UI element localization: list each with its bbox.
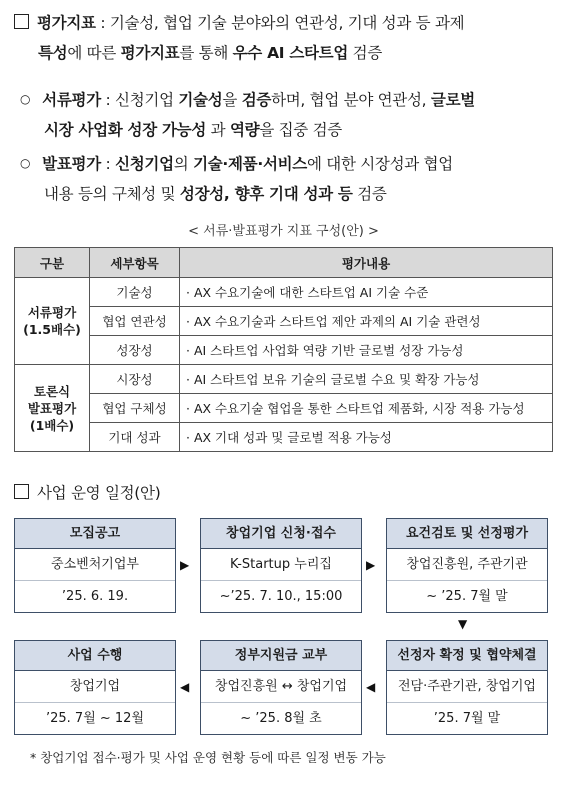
step-date: ~’25. 7. 10., 15:00 — [201, 580, 361, 612]
schedule-step-3 — [386, 518, 548, 613]
table-cell-item: 협업 구체성 — [90, 394, 180, 423]
step-org: 창업진흥원 ↔ 창업기업 — [214, 679, 348, 694]
table-cell-item: 협업 연관성 — [90, 307, 180, 336]
table-row — [15, 394, 553, 423]
checkbox-bullet-icon — [14, 14, 29, 29]
step-title: 창업기업 신청·접수 — [201, 519, 361, 549]
step-title: 요건검토 및 선정평가 — [387, 519, 547, 549]
arrow-down-icon: ▼ — [458, 617, 468, 631]
table-row — [15, 307, 553, 336]
schedule-heading: 사업 운영 일정(안) — [14, 478, 554, 508]
schedule-step-4 — [386, 640, 548, 735]
schedule-step-1 — [14, 518, 176, 613]
table-cell-item: 성장성 — [90, 336, 180, 365]
checkbox-bullet-icon — [14, 484, 29, 499]
step-title: 선정자 확정 및 협약체결 — [387, 641, 547, 671]
header-item: 세부항목 — [90, 248, 180, 278]
step-date: ~ ’25. 7월 말 — [387, 580, 547, 612]
table-cell-desc: · AX 기대 성과 및 글로벌 적용 가능성 — [180, 423, 553, 452]
table-caption: < 서류·발표평가 지표 구성(안) > — [188, 224, 379, 239]
group-label-document: 서류평가 (1.5배수) — [15, 278, 90, 365]
table-cell-desc: · AX 수요기술에 대한 스타트업 AI 기술 수준 — [180, 278, 553, 307]
circle-bullet-icon: ○ — [20, 92, 31, 106]
step-title: 사업 수행 — [15, 641, 175, 671]
arrow-right-icon: ▶ — [366, 558, 376, 572]
step-date: ’25. 7월 말 — [387, 702, 547, 734]
schedule-step-6 — [14, 640, 176, 735]
footnote: * 창업기업 접수·평가 및 사업 운영 현황 등에 따른 일정 변동 가능 — [30, 750, 386, 765]
arrow-right-icon: ▶ — [180, 558, 190, 572]
document-review-paragraph: ○ 서류평가 : 신청기업 기술성을 검증하며, 협업 분야 연관성, 글로벌 시장 사업화 성장 가능성 과 역량을 집중 검증 — [20, 84, 560, 145]
table-cell-desc: · AI 스타트업 보유 기술의 글로벌 수요 및 확장 가능성 — [180, 365, 553, 394]
circle-bullet-icon: ○ — [20, 156, 31, 170]
header-content: 평가내용 — [180, 248, 553, 278]
table-cell-desc: · AX 수요기술 협업을 통한 스타트업 제품화, 시장 적용 가능성 — [180, 394, 553, 423]
table-row — [15, 278, 553, 307]
presentation-review-paragraph: ○ 발표평가 : 신청기업의 기술·제품·서비스에 대한 시장성과 협업 내용 등의 구체성 및 성장성, 향후 기대 성과 등 검증 — [20, 148, 560, 209]
table-cell-desc: · AX 수요기술과 스타트업 제안 과제의 AI 기술 관련성 — [180, 307, 553, 336]
arrow-left-icon: ◀ — [180, 680, 190, 694]
evaluation-table — [14, 247, 553, 452]
eval-indicator-paragraph: 평가지표 : 기술성, 협업 기술 분야와의 연관성, 기대 성과 등 과제 특성에 따른 평가지표를 통해 우수 AI 스타트업 검증 — [14, 8, 554, 68]
table-cell-item: 시장성 — [90, 365, 180, 394]
step-org: K-Startup 누리집 — [230, 557, 332, 572]
header-category: 구분 — [15, 248, 90, 278]
step-date: ’25. 7월 ~ 12월 — [15, 702, 175, 734]
table-cell-desc: · AI 스타트업 사업화 역량 기반 글로벌 성장 가능성 — [180, 336, 553, 365]
step-org: 중소벤처기업부 — [51, 557, 139, 572]
group-label-presentation: 토론식 발표평가 (1배수) — [15, 365, 90, 452]
step-date: ~ ’25. 8월 초 — [201, 702, 361, 734]
table-row — [15, 365, 553, 394]
step-date: ’25. 6. 19. — [15, 580, 175, 612]
schedule-step-5 — [200, 640, 362, 735]
arrow-left-icon: ◀ — [366, 680, 376, 694]
table-cell-item: 기술성 — [90, 278, 180, 307]
step-org: 전담·주관기관, 창업기업 — [398, 679, 536, 694]
step-org: 창업진흥원, 주관기관 — [406, 557, 528, 572]
table-row — [15, 423, 553, 452]
table-cell-item: 기대 성과 — [90, 423, 180, 452]
step-title: 모집공고 — [15, 519, 175, 549]
schedule-step-2 — [200, 518, 362, 613]
table-row — [15, 336, 553, 365]
step-title: 정부지원금 교부 — [201, 641, 361, 671]
table-header-row — [15, 248, 553, 278]
step-org: 창업기업 — [69, 679, 121, 694]
